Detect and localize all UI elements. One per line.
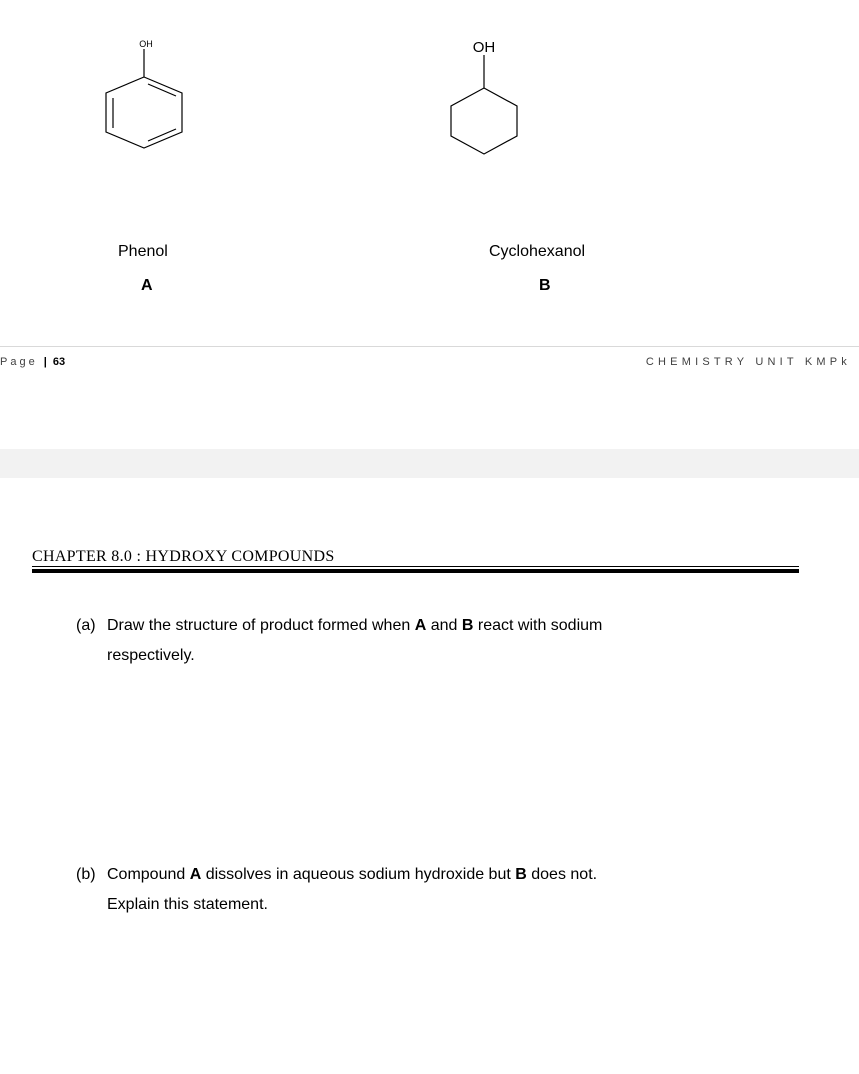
compound-b-name: Cyclohexanol — [489, 243, 586, 260]
question-b-line2: Explain this statement. — [107, 896, 268, 913]
phenol-oh-label: OH — [139, 39, 153, 49]
chapter-title: CHAPTER 8.0 : HYDROXY COMPOUNDS — [32, 548, 335, 565]
compound-a-letter: A — [141, 277, 153, 294]
question-b-marker: (b) — [76, 866, 96, 883]
cyclohexanol-ring — [451, 88, 517, 154]
question-b-line1: (b) Compound A dissolves in aqueous sodium hydroxide but B does not. — [76, 860, 816, 890]
page-break-gap — [0, 449, 859, 478]
compound-ref: A — [189, 866, 202, 883]
question-a-line1: (a) Draw the structure of product formed when A and B react with sodium — [76, 611, 816, 641]
footer-divider — [0, 346, 859, 347]
page-number: 63 — [52, 356, 66, 368]
page-word: Page — [0, 356, 38, 368]
compound-ref: A — [414, 617, 427, 634]
chapter-rule-thin — [32, 566, 799, 567]
footer-unit-label: CHEMISTRY UNIT KMPk — [645, 356, 851, 368]
cyclohexanol-oh-label: OH — [472, 39, 496, 56]
compound-b-letter: B — [539, 277, 551, 294]
cyclohexanol-structure — [442, 34, 552, 159]
page-number-label — [0, 356, 65, 368]
chapter-rule-thick — [32, 569, 799, 573]
page-separator: | — [43, 356, 47, 368]
phenol-ring — [106, 77, 182, 148]
phenol-structure — [98, 34, 188, 159]
compound-ref: B — [461, 617, 474, 634]
compound-ref: B — [515, 866, 527, 883]
question-a — [76, 611, 816, 671]
question-a-marker: (a) — [76, 617, 96, 634]
phenol-double-bond — [148, 129, 176, 141]
question-b — [76, 860, 816, 920]
phenol-double-bond — [148, 84, 176, 96]
compound-a-name: Phenol — [118, 243, 168, 260]
question-a-line2: respectively. — [107, 647, 195, 664]
